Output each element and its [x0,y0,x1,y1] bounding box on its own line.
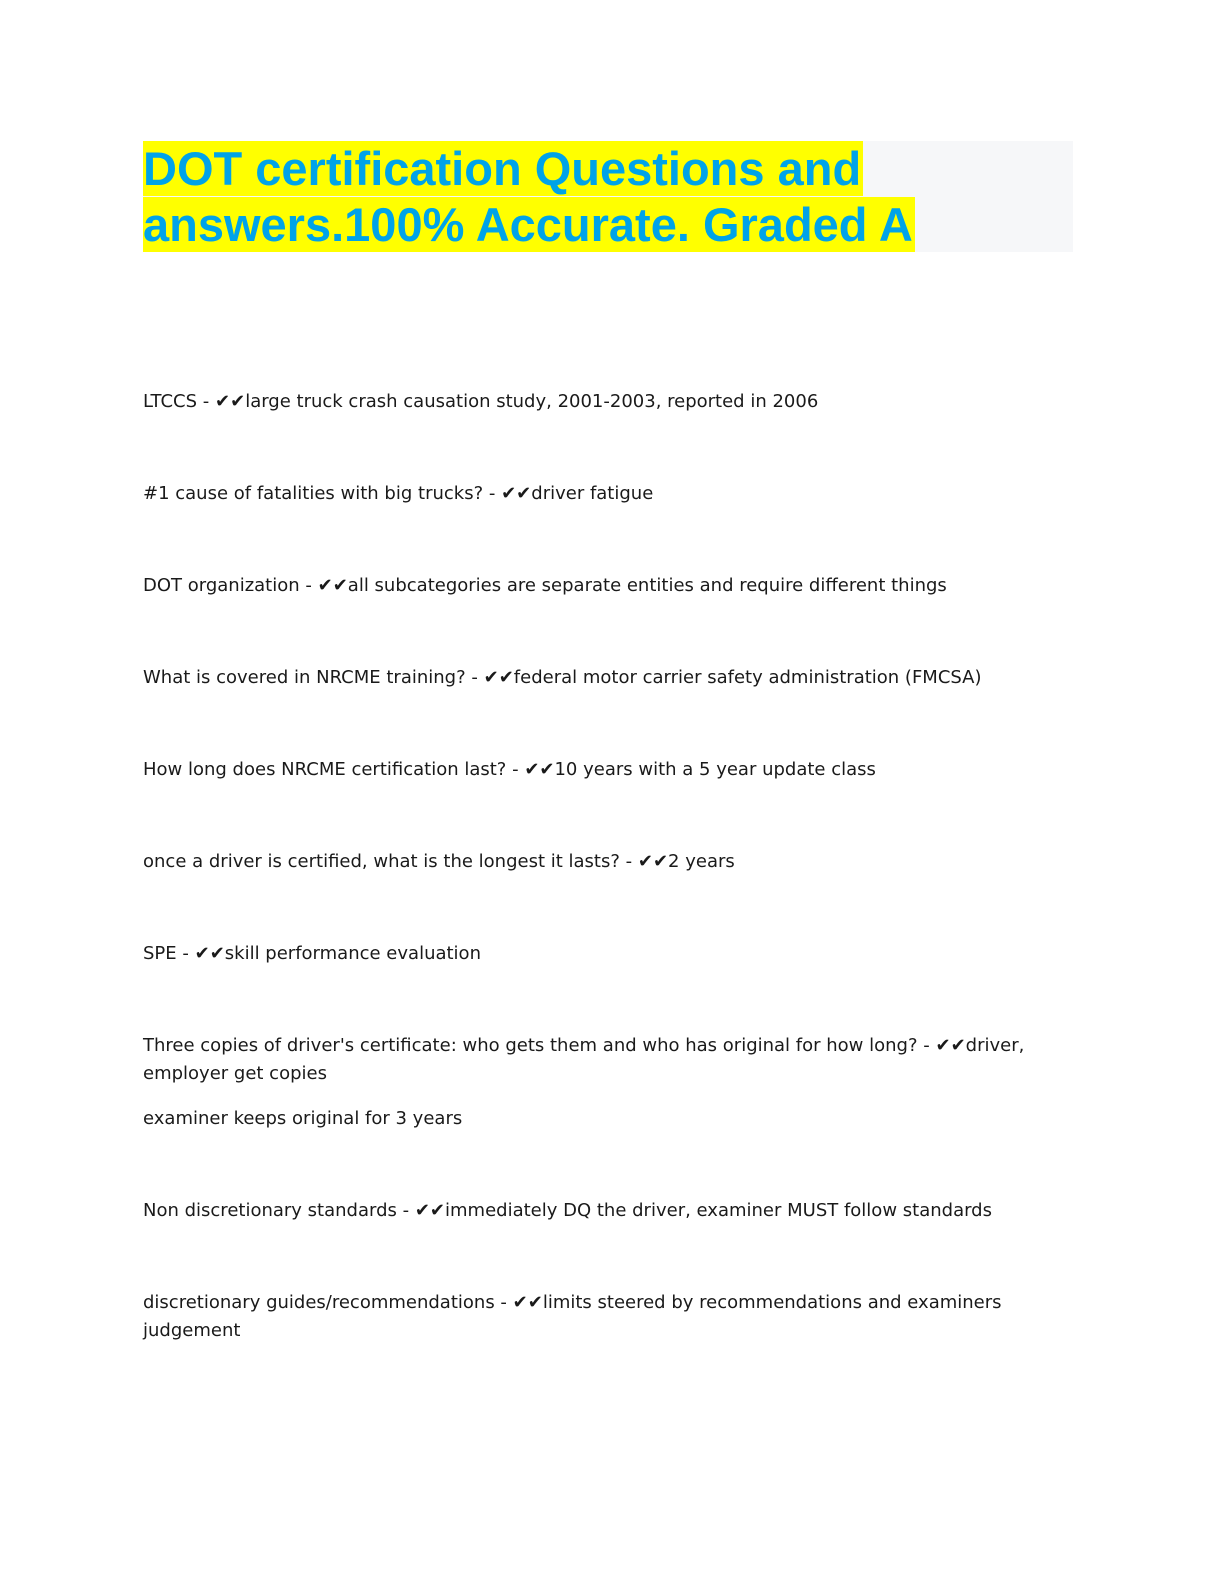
question-text: How long does NRCME certification last? [143,759,507,780]
check-mark-icon: ✔✔ [215,391,246,412]
answer-text: all subcategories are separate entities and require different things [347,575,947,596]
answer-text: skill performance evaluation [224,943,481,964]
question-text: once a driver is certified, what is the longest it lasts? [143,851,620,872]
answer-text: 10 years with a 5 year update class [554,759,876,780]
answer-text: 2 years [668,851,735,872]
qa-item [143,848,1043,876]
answer-text: immediately DQ the driver, examiner MUST follow standards [445,1200,992,1221]
answer-text: large truck crash causation study, 2001-2003, reported in 2006 [245,391,819,412]
title-line-2: answers.100% Accurate. Graded A [143,198,913,251]
title-line-1: DOT certification Questions and [143,142,862,195]
check-mark-icon: ✔✔ [194,943,225,964]
question-text: #1 cause of fatalities with big trucks? [143,483,484,504]
document-title [143,141,1073,252]
qa-item [143,1197,1043,1225]
check-mark-icon: ✔✔ [414,1200,446,1221]
separator: - [465,667,484,688]
question-text: Three copies of driver's certificate: who gets them and who has original for how long? [143,1035,918,1056]
separator: - [506,759,525,780]
qa-item [143,940,1043,968]
qa-item [143,1032,1043,1088]
separator: - [483,483,502,504]
separator: - [197,391,216,412]
check-mark-icon: ✔✔ [501,483,532,504]
separator: - [619,851,638,872]
separator: - [494,1292,513,1313]
question-text: DOT organization [143,575,300,596]
question-text: discretionary guides/recommendations [143,1292,495,1313]
check-mark-icon: ✔✔ [524,759,555,780]
qa-item [143,388,1043,416]
question-text: What is covered in NRCME training? [143,667,466,688]
answer-text: driver, employer get copies [143,1035,1025,1084]
check-mark-icon: ✔✔ [512,1292,543,1313]
separator: - [396,1200,415,1221]
check-mark-icon: ✔✔ [317,575,348,596]
question-text: SPE [143,943,177,964]
check-mark-icon: ✔✔ [637,851,669,872]
answer-text: driver fatigue [531,483,654,504]
qa-item [143,572,1043,600]
answer-text: limits steered by recommendations and examiners judgement [143,1292,1002,1341]
check-mark-icon: ✔✔ [935,1035,966,1056]
qa-item [143,664,1043,692]
answer-continuation: examiner keeps original for 3 years [143,1108,463,1129]
separator: - [299,575,318,596]
question-text: LTCCS [143,391,198,412]
separator: - [917,1035,936,1056]
separator: - [176,943,195,964]
qa-item [143,1289,1043,1345]
question-text: Non discretionary standards [143,1200,397,1221]
qa-item [143,756,1043,784]
qa-item [143,480,1043,508]
check-mark-icon: ✔✔ [483,667,514,688]
answer-text: federal motor carrier safety administration (FMCSA) [513,667,982,688]
